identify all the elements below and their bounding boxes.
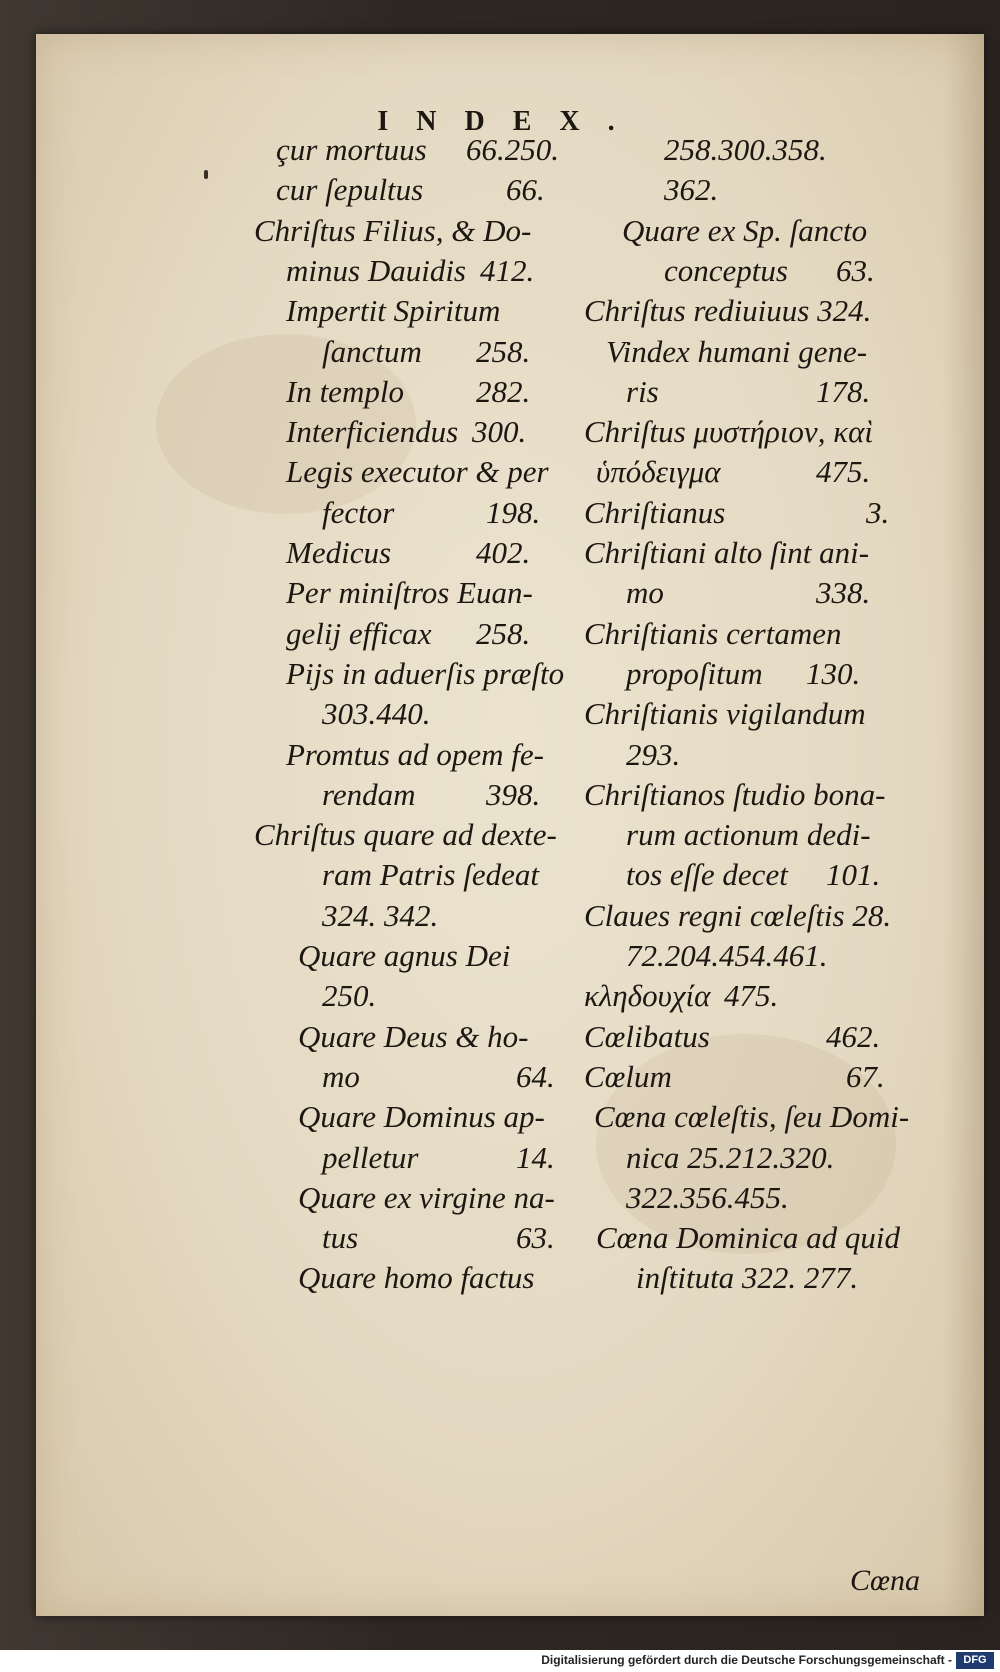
index-entry — [664, 130, 827, 170]
index-entry-text: ſanctum — [322, 333, 422, 369]
index-entry — [626, 1138, 834, 1178]
index-entry — [286, 251, 535, 291]
index-page-number: 282. — [476, 373, 531, 409]
index-entry — [286, 614, 531, 654]
index-page-number: 3. — [866, 494, 890, 530]
index-entry — [322, 332, 531, 372]
index-page-number: 402. — [476, 535, 531, 570]
index-page-number: 130. — [806, 655, 861, 691]
index-entry — [286, 412, 527, 452]
index-page-number: 63. — [516, 1220, 555, 1256]
index-page-number: 398. — [486, 776, 541, 812]
index-entry — [626, 815, 871, 855]
index-entry — [594, 1097, 909, 1137]
index-entry-text: Chriſtus quare ad dexte- — [254, 817, 557, 853]
index-entry-text: fector — [322, 494, 395, 530]
index-entry-text: 324. 342. — [322, 897, 439, 933]
index-entry-text: 258.300.358. — [664, 132, 827, 167]
index-entry-text: Cœna cœleſtis, ſeu Domi- — [594, 1099, 910, 1135]
index-entry — [322, 1057, 555, 1097]
index-entry — [298, 1178, 555, 1218]
index-entry-text: inſtituta 322. 277. — [636, 1260, 859, 1296]
index-entry-text: 303.440. — [322, 696, 431, 732]
index-entry-text: Cœlum — [584, 1058, 672, 1094]
index-entry-text: 362. — [664, 172, 719, 208]
index-entry — [276, 170, 545, 210]
index-entry — [584, 775, 885, 815]
index-entry — [276, 130, 559, 170]
index-page-number: 66.250. — [466, 132, 559, 167]
index-entry — [286, 654, 564, 694]
index-entry-text: cur ſepultus — [276, 172, 424, 208]
index-entry — [254, 815, 557, 855]
index-entry-text: Per miniſtros Euan- — [286, 575, 533, 611]
book-page — [36, 34, 984, 1616]
index-entry-text: ris — [626, 373, 659, 409]
index-entry — [584, 291, 871, 331]
index-entry-text: Interficiendus — [286, 414, 459, 450]
index-entry-text: Quare Deus & ho- — [298, 1018, 529, 1054]
ink-mark — [204, 170, 208, 179]
index-entry — [664, 251, 875, 291]
index-page-number: 300. — [472, 414, 527, 450]
index-entry — [584, 896, 891, 936]
index-entry — [626, 936, 828, 976]
index-entry — [322, 896, 438, 936]
index-entry — [626, 654, 861, 694]
index-page-number: 258. — [476, 333, 531, 369]
index-entry-text: minus Dauidis — [286, 252, 466, 288]
index-entry — [298, 1258, 535, 1298]
index-entry-text: Vindex humani gene- — [606, 333, 868, 369]
index-entry-text: Medicus — [286, 535, 392, 570]
index-entry — [584, 694, 866, 734]
index-entry — [622, 211, 867, 251]
index-entry — [286, 372, 531, 412]
index-entry-text: ὑπόδειγμα — [596, 454, 721, 490]
page-header: INDEX. — [377, 106, 643, 137]
index-entry — [584, 412, 873, 452]
index-entry-text: Quare homo factus — [298, 1260, 535, 1296]
footer-bar — [0, 1650, 1000, 1672]
index-entry-text: tus — [322, 1220, 359, 1256]
index-entry-text: Quare ex Sp. ſancto — [622, 212, 868, 248]
index-page-number: 66. — [506, 172, 545, 208]
index-entry — [322, 694, 431, 734]
index-entry — [254, 211, 531, 251]
index-entry-text: 250. — [322, 978, 377, 1014]
index-entry-text: Pijs in aduerſis præſto — [286, 655, 565, 691]
index-entry — [596, 1218, 900, 1258]
index-entry-text: Chriſtianos ſtudio bona- — [584, 776, 886, 812]
index-entry-text: 72.204.454.461. — [626, 938, 828, 973]
index-entry — [286, 291, 500, 331]
index-entry — [626, 372, 871, 412]
index-entry-text: Chriſtus rediuiuus 324. — [584, 293, 872, 329]
index-entry-text: nica 25.212.320. — [626, 1139, 835, 1175]
catchword: Cœna — [849, 1564, 920, 1597]
index-page-number: 14. — [516, 1139, 555, 1175]
index-entry-text: mo — [322, 1058, 360, 1094]
dfg-logo: DFG — [956, 1652, 994, 1669]
index-entry — [664, 170, 718, 210]
index-entry-text: Chriſtus Filius, & Do- — [254, 212, 532, 248]
index-page-number: 258. — [476, 615, 531, 651]
index-entry — [584, 1057, 885, 1097]
index-entry — [322, 775, 541, 815]
index-entry-text: propoſitum — [626, 655, 763, 691]
index-entry — [322, 493, 541, 533]
index-page-number: 67. — [846, 1058, 885, 1094]
index-entry — [286, 735, 544, 775]
index-entry-text: Quare agnus Dei — [298, 938, 511, 973]
index-entry-text: Cœlibatus — [584, 1018, 710, 1054]
index-entry-text: rendam — [322, 776, 416, 812]
index-entry — [636, 1258, 858, 1298]
footer-credit: Digitalisierung gefördert durch die Deutsche Forschungsgemeinschaft - — [541, 1653, 952, 1667]
index-entry — [298, 936, 510, 976]
index-page-number: 462. — [826, 1018, 881, 1054]
index-page-number: 63. — [836, 252, 875, 288]
index-entry — [298, 1017, 528, 1057]
index-entry — [626, 1178, 789, 1218]
index-entry-text: Chriſtus μυστήριον, καὶ — [584, 414, 873, 450]
index-entry-text: tos eſſe decet — [626, 857, 788, 893]
index-entry — [322, 976, 376, 1016]
index-entry — [286, 573, 533, 613]
index-entry-text: Impertit Spiritum — [286, 293, 501, 329]
index-page-number: 338. — [816, 575, 871, 611]
index-entry — [584, 1017, 881, 1057]
index-entry-text: ram Patris ſedeat — [322, 857, 539, 893]
index-entry-text: Chriſtianis certamen — [584, 615, 842, 651]
index-page-number: 64. — [516, 1058, 555, 1094]
index-entry-text: çur mortuus — [276, 132, 427, 167]
index-entry-text: Cœna Dominica ad quid — [596, 1220, 900, 1256]
index-entry-text: In templo — [286, 373, 404, 409]
index-page-number: 198. — [486, 494, 541, 530]
index-entry-text: mo — [626, 575, 664, 611]
index-entry — [584, 614, 841, 654]
index-entry-text: conceptus — [664, 252, 788, 288]
index-page-number: 101. — [826, 857, 881, 893]
index-entry — [596, 452, 871, 492]
index-entry-text: Chriſtiani alto ſint ani- — [584, 535, 870, 570]
index-page-number: 178. — [816, 373, 871, 409]
index-entry-text: pelletur — [322, 1139, 419, 1175]
index-entry-text: Chriſtianus — [584, 494, 726, 530]
index-entry — [626, 735, 680, 775]
index-entry-text: Quare ex virgine na- — [298, 1179, 555, 1215]
index-page-number: 412. — [480, 252, 535, 288]
index-entry — [286, 452, 549, 492]
index-entry-text: 293. — [626, 736, 681, 772]
index-entry-text: κληδουχία — [584, 978, 711, 1014]
index-entry-text: Claues regni cœleſtis 28. — [584, 897, 892, 933]
index-entry — [626, 855, 881, 895]
index-entry-text: Legis executor & per — [286, 454, 549, 490]
page-edge-shadow — [944, 34, 984, 1616]
index-entry-text: Quare Dominus ap- — [298, 1099, 545, 1135]
index-entry-text: Promtus ad opem fe- — [286, 736, 545, 772]
index-entry — [286, 533, 531, 573]
index-page-number: 475. — [724, 978, 779, 1014]
index-entry-text: gelij efficax — [286, 615, 432, 651]
index-page-number: 475. — [816, 454, 871, 490]
index-entry — [584, 976, 779, 1016]
index-entry — [606, 332, 867, 372]
index-entry-text: 322.356.455. — [626, 1179, 789, 1215]
index-entry — [322, 855, 539, 895]
index-entry — [322, 1218, 555, 1258]
index-entry — [626, 573, 871, 613]
index-entry — [584, 493, 890, 533]
index-entry-text: rum actionum dedi- — [626, 817, 871, 853]
index-entry — [298, 1097, 545, 1137]
index-entry-text: Chriſtianis vigilandum — [584, 696, 866, 732]
index-entry — [322, 1138, 555, 1178]
index-entry — [584, 533, 869, 573]
